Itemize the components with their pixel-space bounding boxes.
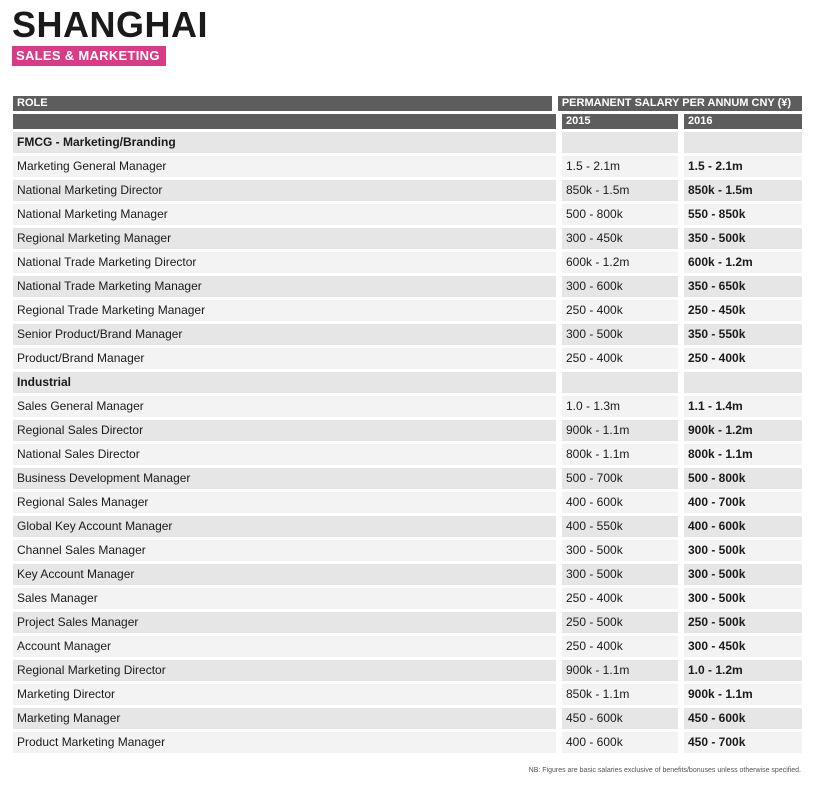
section-blank-2016 xyxy=(684,372,802,393)
salary-2015-cell: 400 - 600k xyxy=(562,492,678,513)
salary-2015-cell: 500 - 800k xyxy=(562,204,678,225)
role-cell: Account Manager xyxy=(13,636,556,657)
salary-2016-cell: 450 - 600k xyxy=(684,708,802,729)
role-cell: National Sales Director xyxy=(13,444,556,465)
salary-2016-cell: 300 - 450k xyxy=(684,636,802,657)
table-row xyxy=(13,420,802,441)
table-row xyxy=(13,732,802,753)
salary-2015-cell: 1.0 - 1.3m xyxy=(562,396,678,417)
role-cell: National Marketing Director xyxy=(13,180,556,201)
table-row xyxy=(13,444,802,465)
role-cell: Marketing General Manager xyxy=(13,156,556,177)
year-header-row xyxy=(13,114,802,129)
role-cell: Product Marketing Manager xyxy=(13,732,556,753)
role-header-blank xyxy=(13,114,556,129)
role-cell: Marketing Director xyxy=(13,684,556,705)
table-row xyxy=(13,612,802,633)
role-cell: Channel Sales Manager xyxy=(13,540,556,561)
salary-2015-cell: 250 - 400k xyxy=(562,636,678,657)
role-cell: National Trade Marketing Director xyxy=(13,252,556,273)
section-blank-2015 xyxy=(562,372,678,393)
salary-2016-cell: 450 - 700k xyxy=(684,732,802,753)
salary-2016-cell: 500 - 800k xyxy=(684,468,802,489)
role-cell: Global Key Account Manager xyxy=(13,516,556,537)
table-row xyxy=(13,228,802,249)
table-row xyxy=(13,564,802,585)
salary-2015-cell: 300 - 500k xyxy=(562,540,678,561)
section-header-row xyxy=(13,132,802,153)
salary-2015-cell: 800k - 1.1m xyxy=(562,444,678,465)
table-row xyxy=(13,252,802,273)
salary-2015-cell: 300 - 500k xyxy=(562,324,678,345)
role-cell: National Trade Marketing Manager xyxy=(13,276,556,297)
role-cell: National Marketing Manager xyxy=(13,204,556,225)
salary-2016-cell: 800k - 1.1m xyxy=(684,444,802,465)
salary-2016-cell: 850k - 1.5m xyxy=(684,180,802,201)
salary-2016-cell: 900k - 1.2m xyxy=(684,420,802,441)
section-blank-2016 xyxy=(684,132,802,153)
salary-2015-cell: 1.5 - 2.1m xyxy=(562,156,678,177)
table-row xyxy=(13,180,802,201)
salary-2015-cell: 600k - 1.2m xyxy=(562,252,678,273)
salary-2015-cell: 250 - 400k xyxy=(562,300,678,321)
salary-2015-cell: 250 - 500k xyxy=(562,612,678,633)
role-cell: Regional Trade Marketing Manager xyxy=(13,300,556,321)
salary-table xyxy=(13,96,802,756)
salary-2016-cell: 250 - 450k xyxy=(684,300,802,321)
table-header-row xyxy=(13,96,802,111)
section-badge: SALES & MARKETING xyxy=(12,46,166,66)
table-row xyxy=(13,540,802,561)
table-row xyxy=(13,204,802,225)
salary-2016-cell: 300 - 500k xyxy=(684,540,802,561)
table-row xyxy=(13,636,802,657)
salary-2015-cell: 850k - 1.1m xyxy=(562,684,678,705)
role-cell: Project Sales Manager xyxy=(13,612,556,633)
section-blank-2015 xyxy=(562,132,678,153)
role-cell: Regional Sales Director xyxy=(13,420,556,441)
role-cell: Business Development Manager xyxy=(13,468,556,489)
table-body xyxy=(13,132,802,753)
table-row xyxy=(13,348,802,369)
table-row xyxy=(13,708,802,729)
salary-2016-cell: 300 - 500k xyxy=(684,564,802,585)
salary-2015-cell: 300 - 450k xyxy=(562,228,678,249)
salary-2016-cell: 900k - 1.1m xyxy=(684,684,802,705)
salary-2015-cell: 300 - 600k xyxy=(562,276,678,297)
salary-2015-cell: 250 - 400k xyxy=(562,348,678,369)
salary-2015-cell: 850k - 1.5m xyxy=(562,180,678,201)
salary-2016-cell: 350 - 650k xyxy=(684,276,802,297)
role-cell: Marketing Manager xyxy=(13,708,556,729)
section-title: FMCG - Marketing/Branding xyxy=(13,132,556,153)
role-cell: Sales Manager xyxy=(13,588,556,609)
table-row xyxy=(13,516,802,537)
salary-2015-cell: 900k - 1.1m xyxy=(562,660,678,681)
role-column-header: ROLE xyxy=(13,96,552,111)
salary-2016-cell: 1.1 - 1.4m xyxy=(684,396,802,417)
salary-2016-cell: 350 - 500k xyxy=(684,228,802,249)
table-row xyxy=(13,324,802,345)
table-row xyxy=(13,156,802,177)
salary-2015-cell: 400 - 550k xyxy=(562,516,678,537)
role-cell: Regional Marketing Director xyxy=(13,660,556,681)
salary-2016-cell: 350 - 550k xyxy=(684,324,802,345)
salary-2016-cell: 550 - 850k xyxy=(684,204,802,225)
section-title: Industrial xyxy=(13,372,556,393)
salary-2015-cell: 450 - 600k xyxy=(562,708,678,729)
table-row xyxy=(13,396,802,417)
year-2016-header: 2016 xyxy=(684,114,802,129)
salary-column-header: PERMANENT SALARY PER ANNUM CNY (¥) xyxy=(558,96,802,111)
footnote: NB: Figures are basic salaries exclusive of benefits/bonuses unless otherwise specified. xyxy=(528,767,801,774)
salary-2015-cell: 900k - 1.1m xyxy=(562,420,678,441)
table-row xyxy=(13,276,802,297)
salary-2016-cell: 400 - 700k xyxy=(684,492,802,513)
salary-2015-cell: 500 - 700k xyxy=(562,468,678,489)
salary-2016-cell: 400 - 600k xyxy=(684,516,802,537)
salary-2016-cell: 250 - 500k xyxy=(684,612,802,633)
table-row xyxy=(13,492,802,513)
table-row xyxy=(13,684,802,705)
role-cell: Product/Brand Manager xyxy=(13,348,556,369)
table-row xyxy=(13,300,802,321)
salary-2016-cell: 1.5 - 2.1m xyxy=(684,156,802,177)
role-cell: Regional Marketing Manager xyxy=(13,228,556,249)
role-cell: Senior Product/Brand Manager xyxy=(13,324,556,345)
salary-2015-cell: 400 - 600k xyxy=(562,732,678,753)
salary-2015-cell: 250 - 400k xyxy=(562,588,678,609)
table-row xyxy=(13,660,802,681)
salary-2015-cell: 300 - 500k xyxy=(562,564,678,585)
salary-2016-cell: 600k - 1.2m xyxy=(684,252,802,273)
role-cell: Sales General Manager xyxy=(13,396,556,417)
page-title: SHANGHAI xyxy=(12,4,209,45)
year-2015-header: 2015 xyxy=(562,114,678,129)
table-row xyxy=(13,588,802,609)
section-header-row xyxy=(13,372,802,393)
table-row xyxy=(13,468,802,489)
role-cell: Key Account Manager xyxy=(13,564,556,585)
salary-2016-cell: 300 - 500k xyxy=(684,588,802,609)
salary-2016-cell: 250 - 400k xyxy=(684,348,802,369)
role-cell: Regional Sales Manager xyxy=(13,492,556,513)
salary-2016-cell: 1.0 - 1.2m xyxy=(684,660,802,681)
